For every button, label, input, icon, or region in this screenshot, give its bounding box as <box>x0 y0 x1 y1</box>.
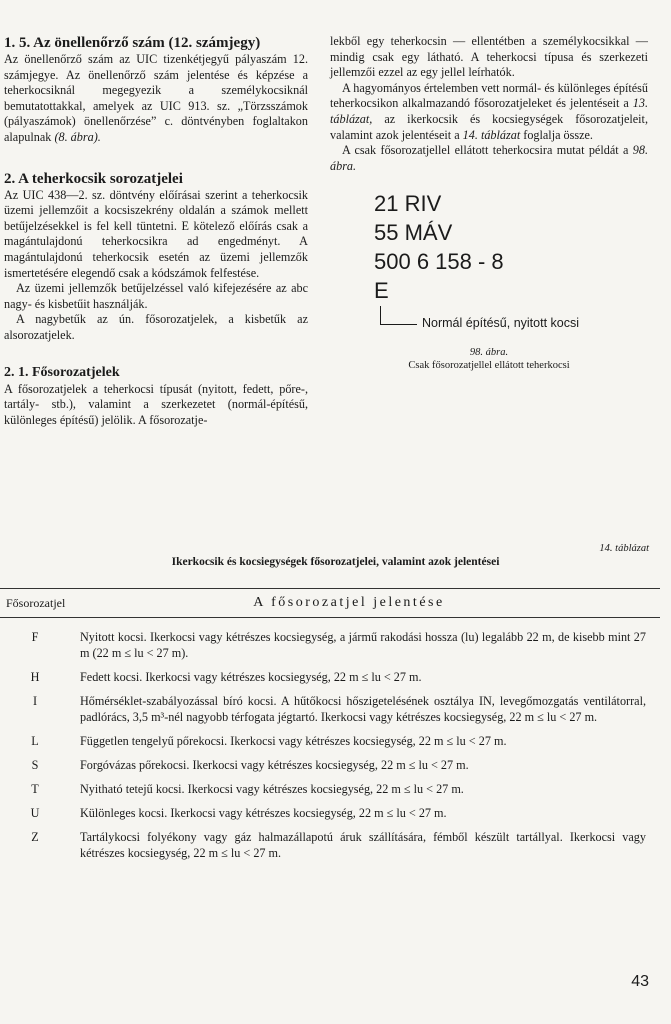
figure-caption-number: 98. ábra. <box>469 347 509 359</box>
paragraph-tables: A hagyományos értelemben vett normál- és különleges építésű teherkocsikon alkalmazandó fősorozatjeleket és jelentéseit a 13. táblázat, az ikerkocsik és kocsiegységek fősorozatjeleit, valamint azok jelentéseit a 14. táblázat foglalja össze. <box>330 80 648 142</box>
figure-caption <box>330 346 648 372</box>
paragraph-check-digit: Az önellenőrző szám az UIC tizenkétjegyű pályaszám 12. számjegye. Az önellenőrző szám jelentése és képzése a teherkocsiknál megegyezik a személykocsiknál bemutatottakkal, amelyek az UIC 913. sz. „Törzsszámok (pályaszámok) önellenőrzése” c. döntvényben foglaltakon alapulnak (8. ábra). <box>4 52 308 144</box>
page-number: 43 <box>631 973 649 990</box>
paragraph-upper-lower: A nagybetűk az ún. fősorozatjelek, a kisbetűk az alsorozatjelek. <box>4 312 308 342</box>
table-cell-text: Független tengelyű pőrekocsi. Ikerkocsi vagy kétrészes kocsiegység, 22 m ≤ lu < 27 m. <box>80 734 507 748</box>
paragraph-continuation: lekből egy teherkocsin — ellentétben a személykocsikkal — mindig csak egy látható. A teherkocsi típusa és szerkezeti jellemzői ezzel az egy jellel leírhatók. <box>330 34 648 80</box>
table-row <box>0 629 660 661</box>
table-row <box>0 805 660 821</box>
table-cell-text: Fedett kocsi. Ikerkocsi vagy kétrészes kocsiegység, 22 m ≤ lu < 27 m. <box>80 670 422 684</box>
table-cell-code: L <box>31 734 39 748</box>
table-ref-14: 14. táblázat <box>462 127 521 142</box>
figure-98 <box>330 188 648 340</box>
series-table <box>0 588 660 861</box>
figure-line-3: 500 6 158 - 8 <box>374 249 504 275</box>
table-row <box>0 693 660 725</box>
table-row <box>0 733 660 749</box>
paragraph-uic-438: Az UIC 438—2. sz. döntvény előírásai szerint a teherkocsik üzemi jellemzőit a kocsiszekrény oldalán a számok mellett betűjelzésekkel is fel kell tüntetni. E kötelező előírás csak a magántulajdonú teherkocsikra ad engedményt. A magántulajdonú teherkocsik esetén az üzemi jellemzők ismertetésére elegendő csak a kódszámok felfestése. <box>4 187 308 280</box>
table-cell-code: S <box>31 758 39 772</box>
table-row <box>0 669 660 685</box>
section-heading-1-5: 1. 5. Az önellenőrző szám (12. számjegy) <box>4 35 261 51</box>
table-title: Ikerkocsik és kocsiegységek fősorozatjelei, valamint azok jelentései <box>171 556 500 568</box>
right-column <box>330 34 648 372</box>
figure-line-2: 55 MÁV <box>374 220 453 246</box>
table-cell-code: Z <box>31 830 39 844</box>
table-cell-text: Nyitott kocsi. Ikerkocsi vagy kétrészes kocsiegység, a jármű rakodási hossza (lu) legalább 22 m, de kisebb mint 27 m (22 m ≤ lu < 27 m). <box>80 630 646 660</box>
figure-caption-text: Csak fősorozatjellel ellátott teherkocsi <box>408 360 570 372</box>
table-cell-code: T <box>31 782 39 796</box>
section-heading-2-1: 2. 1. Fősorozatjelek <box>4 364 120 380</box>
table-cell-text: Különleges kocsi. Ikerkocsi vagy kétrészes kocsiegység, 22 m ≤ lu < 27 m. <box>80 806 447 820</box>
table-cell-text: Forgóvázas pőrekocsi. Ikerkocsi vagy kétrészes kocsiegység, 22 m ≤ lu < 27 m. <box>80 758 469 772</box>
table-label: 14. táblázat <box>599 543 649 554</box>
section-heading-2: 2. A teherkocsik sorozatjelei <box>4 170 183 187</box>
table-cell-text: Tartálykocsi folyékony vagy gáz halmazállapotú áruk szállítására, fémből készült tartállyal. Ikerkocsi vagy kétrészes kocsiegység, 22 m ≤ lu < 27 m. <box>80 830 646 860</box>
table-cell-code: H <box>30 670 40 684</box>
figure-note: Normál építésű, nyitott kocsi <box>422 316 580 331</box>
figure-line-4: E <box>374 278 389 304</box>
left-column <box>4 34 308 428</box>
table-cell-text: Nyitható tetejű kocsi. Ikerkocsi vagy kétrészes kocsiegység, 22 m ≤ lu < 27 m. <box>80 782 464 796</box>
table-cell-code: U <box>30 806 40 820</box>
paragraph-letters: Az üzemi jellemzők betűjelzéssel való kifejezésére az abc nagy- és kisbetűit használják. <box>4 281 308 311</box>
table-header <box>0 588 660 618</box>
figure-ref-8: (8. ábra). <box>54 129 101 144</box>
paragraph-main-series: A fősorozatjelek a teherkocsi típusát (nyitott, fedett, pőre-, tartály- stb.), valamint a szerkezetet (normál-építésű, különleges építésű) jelölik. A fősorozatje- <box>4 381 308 427</box>
table-row <box>0 781 660 797</box>
table-header-meaning: A fősorozatjel jelentése <box>253 595 445 610</box>
table-cell-code: F <box>31 630 39 644</box>
table-cell-text: Hőmérséklet-szabályozással bíró kocsi. A hűtőkocsi hőszigetelésének osztálya IN, levegőmozgatás ventilátorral, padlórács, 3,5 m³-nél nagyobb térfogata jégtartó. Ikerkocsi vagy kétrészes kocsiegység, 22 m ≤ lu < 27 m. <box>80 694 646 724</box>
figure-bracket <box>380 306 417 325</box>
table-row <box>0 829 660 861</box>
paragraph-example: A csak fősorozatjellel ellátott teherkocsira mutat példát a 98. ábra. <box>330 143 648 173</box>
table-cell-code: I <box>32 694 38 708</box>
figure-ref-98: 98. ábra. <box>330 143 648 173</box>
table-ref-13: 13. táblázat, <box>330 96 648 126</box>
table-header-code: Fősorozatjel <box>6 595 66 610</box>
figure-line-1: 21 RIV <box>374 191 442 217</box>
table-row <box>0 757 660 773</box>
